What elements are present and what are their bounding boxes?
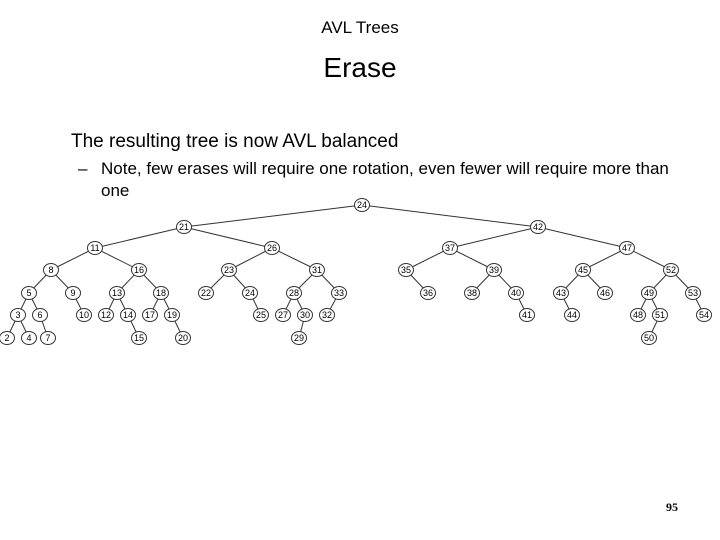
- tree-node-label: 6: [37, 310, 43, 320]
- tree-node-label: 40: [510, 288, 522, 298]
- tree-node: [292, 332, 307, 345]
- tree-node-label: 33: [333, 288, 345, 298]
- tree-node: [653, 309, 668, 322]
- tree-node: [631, 309, 646, 322]
- tree-node-label: 8: [48, 265, 54, 275]
- tree-node-label: 38: [466, 288, 478, 298]
- tree-node: [66, 287, 81, 300]
- tree-node: [520, 309, 535, 322]
- tree-node: [143, 309, 158, 322]
- tree-node-label: 30: [299, 310, 311, 320]
- tree-node: [33, 309, 48, 322]
- tree-node-label: 14: [122, 310, 134, 320]
- tree-node-label: 48: [632, 310, 644, 320]
- tree-node: [199, 287, 214, 300]
- tree-node: [77, 309, 92, 322]
- tree-node: [132, 332, 147, 345]
- tree-node: [121, 309, 136, 322]
- tree-node-label: 49: [643, 288, 655, 298]
- tree-node: [287, 287, 302, 300]
- tree-node: [243, 287, 258, 300]
- tree-node: [11, 309, 26, 322]
- tree-node: [686, 287, 701, 300]
- tree-node-label: 37: [444, 243, 456, 253]
- tree-node-label: 24: [356, 200, 368, 210]
- sub-bullet-dash: –: [78, 159, 88, 178]
- tree-node-label: 2: [4, 333, 10, 343]
- tree-node: [697, 309, 712, 322]
- tree-node-label: 43: [555, 288, 567, 298]
- tree-node: [531, 221, 546, 234]
- tree-node-label: 18: [155, 288, 167, 298]
- tree-node: [22, 332, 37, 345]
- tree-node-label: 7: [45, 333, 51, 343]
- tree-node-label: 36: [422, 288, 434, 298]
- tree-node-label: 25: [255, 310, 267, 320]
- tree-edge: [184, 227, 272, 248]
- tree-node: [110, 287, 125, 300]
- tree-node: [554, 287, 569, 300]
- tree-node: [165, 309, 180, 322]
- tree-node: [642, 287, 657, 300]
- tree-node-label: 12: [100, 310, 112, 320]
- tree-edge: [184, 205, 362, 227]
- tree-node: [177, 221, 192, 234]
- tree-node: [421, 287, 436, 300]
- tree-edge: [95, 227, 184, 248]
- tree-node-label: 23: [223, 265, 235, 275]
- tree-node: [265, 242, 280, 255]
- tree-node-label: 32: [321, 310, 333, 320]
- tree-node-label: 45: [577, 265, 589, 275]
- tree-node-label: 52: [665, 265, 677, 275]
- tree-node: [88, 242, 103, 255]
- tree-node-label: 5: [26, 288, 32, 298]
- tree-node-label: 20: [177, 333, 189, 343]
- tree-node-label: 3: [15, 310, 21, 320]
- tree-node: [298, 309, 313, 322]
- tree-edge: [538, 227, 627, 248]
- tree-node-label: 4: [26, 333, 32, 343]
- tree-node-label: 29: [293, 333, 305, 343]
- tree-node-label: 46: [599, 288, 611, 298]
- tree-node-label: 41: [521, 310, 533, 320]
- tree-node-label: 24: [244, 288, 256, 298]
- tree-node: [41, 332, 56, 345]
- tree-node: [22, 287, 37, 300]
- tree-node-label: 51: [654, 310, 666, 320]
- tree-node: [154, 287, 169, 300]
- tree-node: [132, 264, 147, 277]
- tree-node: [509, 287, 524, 300]
- bullet-point: The resulting tree is now AVL balanced: [71, 131, 399, 152]
- tree-edge: [362, 205, 538, 227]
- tree-node: [99, 309, 114, 322]
- tree-node-label: 28: [288, 288, 300, 298]
- tree-node: [332, 287, 347, 300]
- tree-edge: [450, 227, 538, 248]
- tree-node: [310, 264, 325, 277]
- tree-node-label: 21: [178, 222, 190, 232]
- tree-node-label: 11: [90, 243, 100, 253]
- slide-header: AVL Trees: [321, 18, 399, 37]
- page-number: 95: [666, 500, 678, 514]
- tree-node: [276, 309, 291, 322]
- tree-node: [664, 264, 679, 277]
- tree-node: [465, 287, 480, 300]
- tree-node-label: 17: [144, 310, 156, 320]
- tree-node-label: 53: [687, 288, 699, 298]
- tree-node: [443, 242, 458, 255]
- tree-node: [620, 242, 635, 255]
- tree-node-label: 31: [311, 265, 323, 275]
- tree-node-label: 42: [532, 222, 544, 232]
- tree-node: [487, 264, 502, 277]
- tree-node-label: 15: [133, 333, 145, 343]
- tree-node-label: 27: [277, 310, 289, 320]
- tree-node-label: 13: [111, 288, 123, 298]
- tree-node: [565, 309, 580, 322]
- tree-node: [598, 287, 613, 300]
- tree-node-label: 44: [566, 310, 578, 320]
- slide-title: Erase: [323, 52, 397, 83]
- tree-node-label: 19: [166, 310, 178, 320]
- tree-node: [642, 332, 657, 345]
- tree-node-label: 47: [621, 243, 633, 253]
- tree-node-label: 16: [133, 265, 145, 275]
- tree-node-label: 9: [70, 288, 76, 298]
- tree-node: [254, 309, 269, 322]
- sub-bullet-text: Note, few erases will require one rotation, even fewer will require more than one: [101, 159, 669, 200]
- tree-node: [0, 332, 15, 345]
- tree-node-label: 50: [643, 333, 655, 343]
- tree-node: [44, 264, 59, 277]
- tree-node: [399, 264, 414, 277]
- tree-node: [576, 264, 591, 277]
- tree-node: [176, 332, 191, 345]
- tree-node-label: 54: [698, 310, 710, 320]
- tree-node-label: 26: [266, 243, 278, 253]
- tree-node-label: 35: [400, 265, 412, 275]
- tree-node: [320, 309, 335, 322]
- tree-node: [222, 264, 237, 277]
- tree-node-label: 10: [78, 310, 90, 320]
- tree-node: [355, 199, 370, 212]
- tree-node-label: 39: [488, 265, 500, 275]
- tree-node-label: 22: [200, 288, 212, 298]
